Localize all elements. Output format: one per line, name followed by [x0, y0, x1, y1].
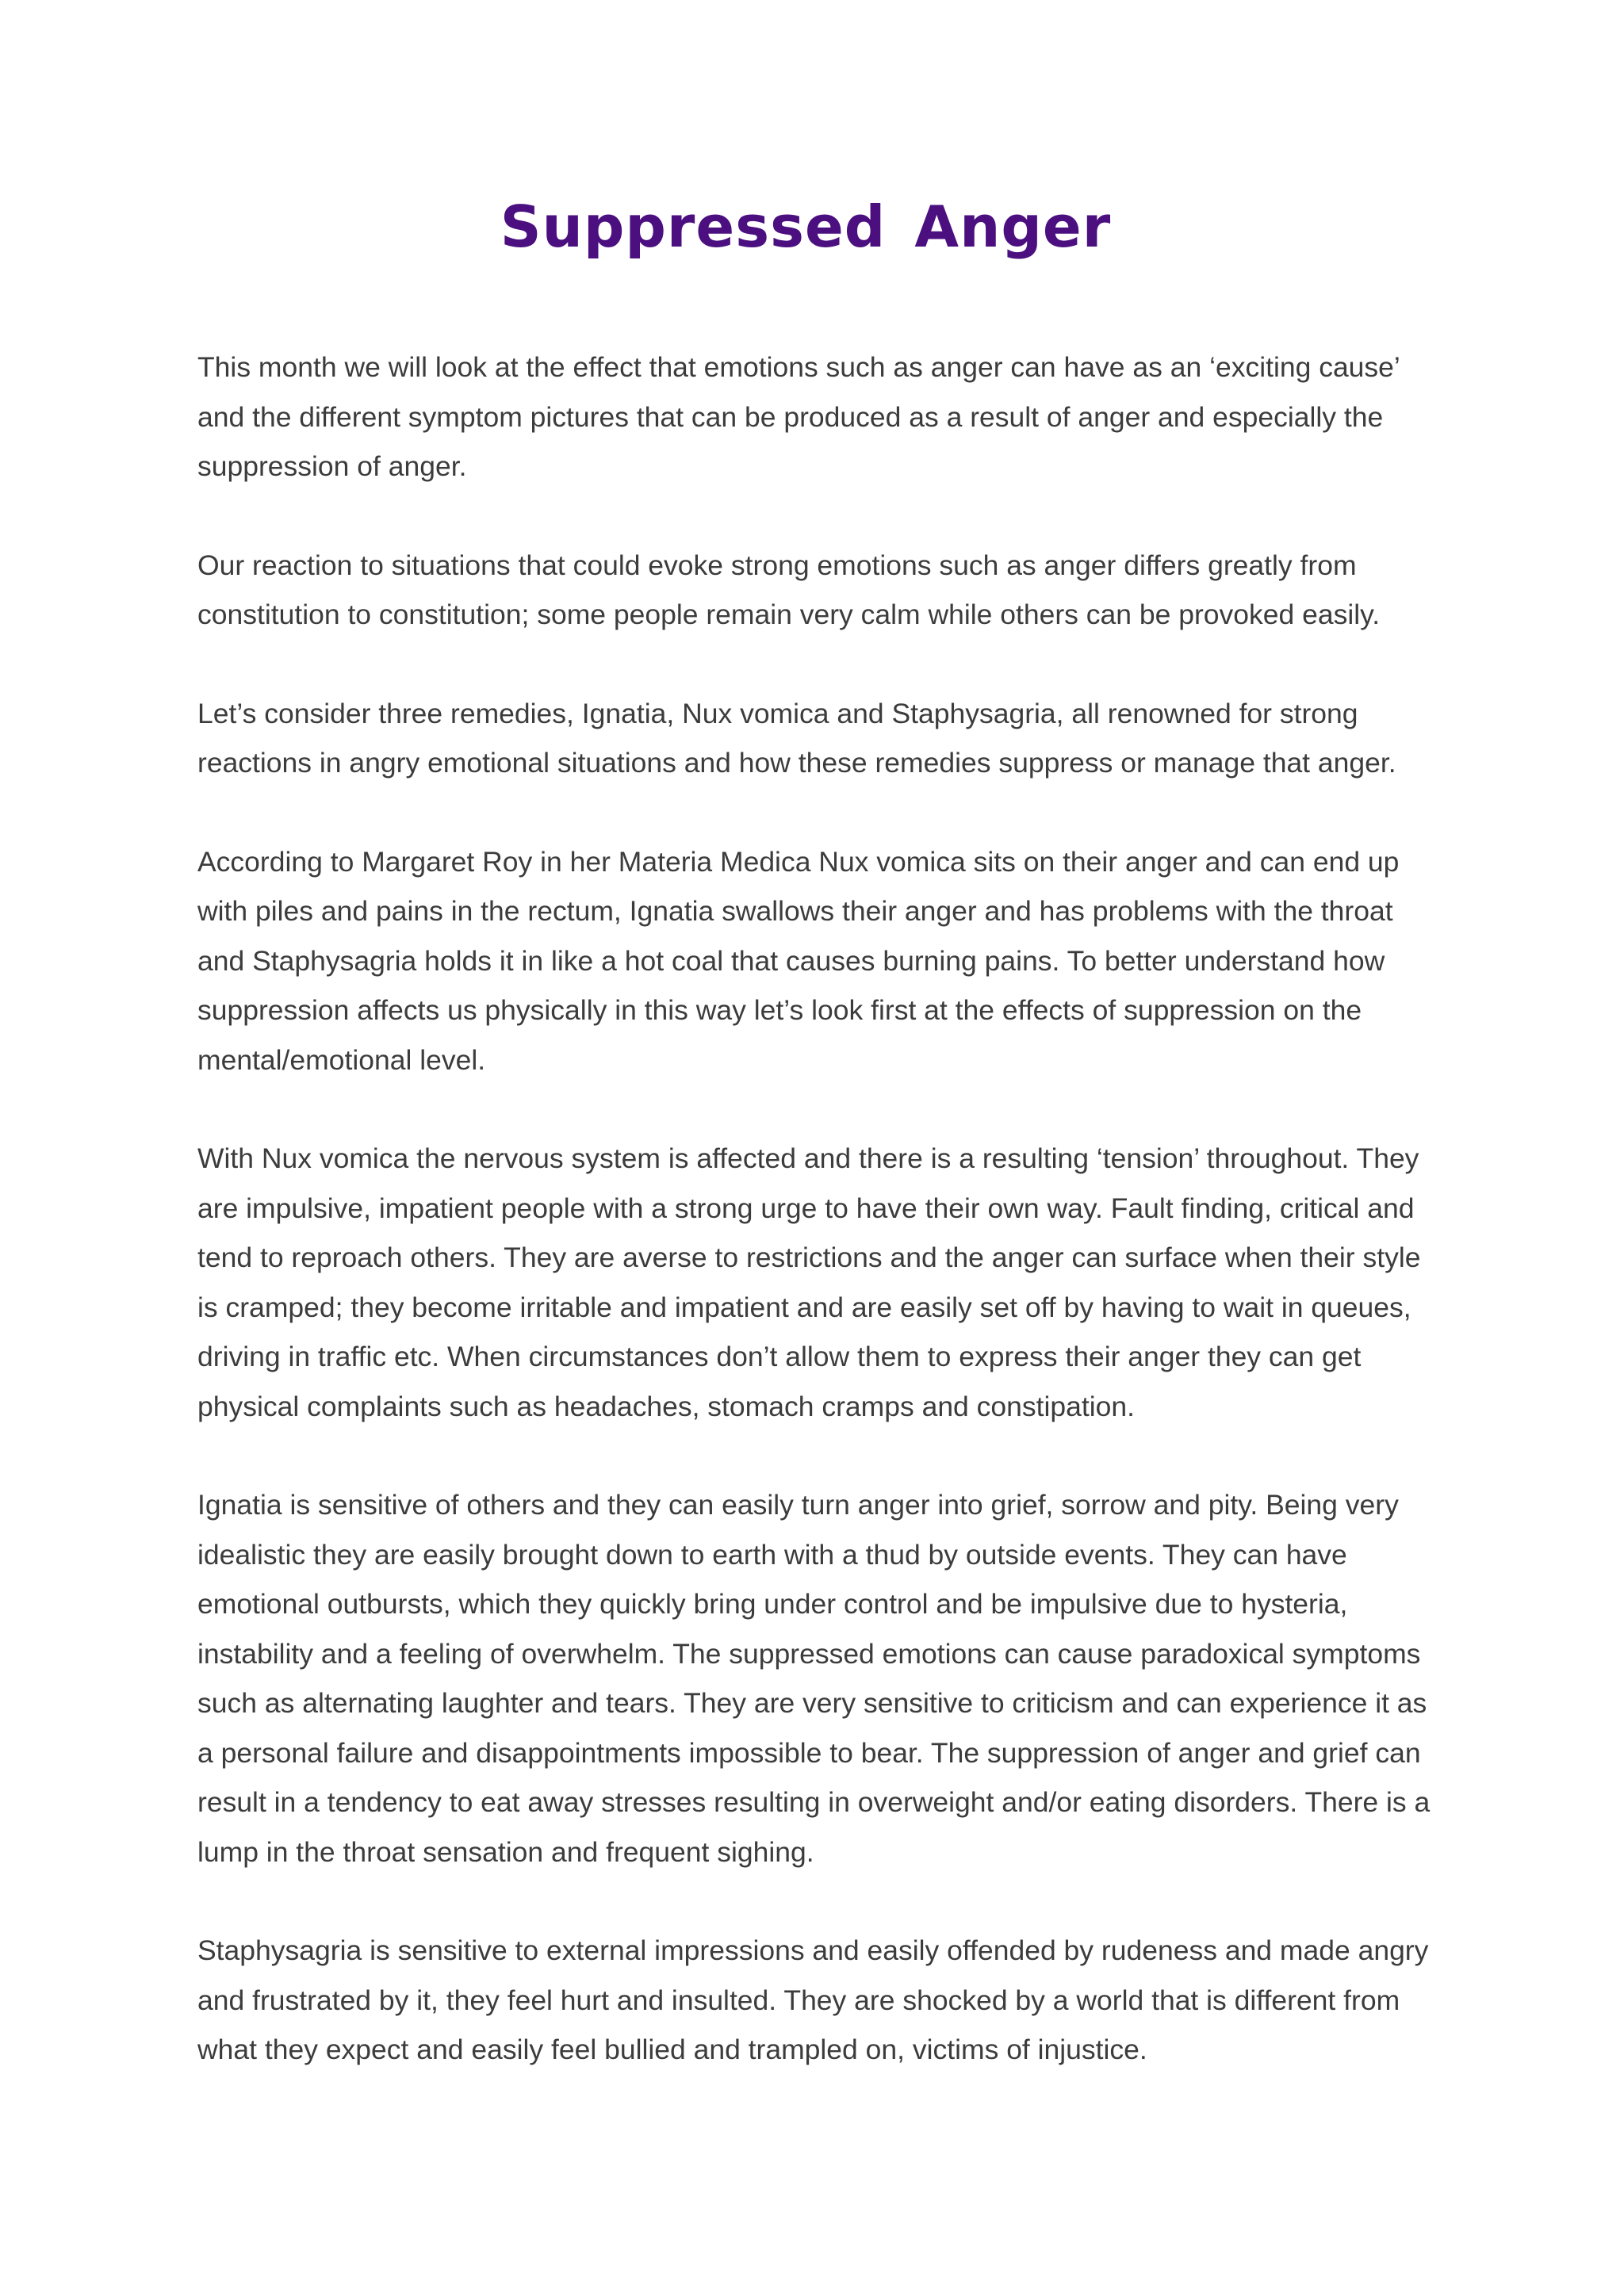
document-title: Suppressed Anger [500, 193, 1112, 260]
paragraph-intro: This month we will look at the effect that emotions such as anger can have as an ‘exciting cause’ and the different symptom pictures that can be produced as a result of anger and especially the suppression of anger. [197, 351, 1400, 482]
paragraph-margaret-roy: According to Margaret Roy in her Materia Medica Nux vomica sits on their anger and can end up with piles and pains in the rectum, Ignatia swallows their anger and has problems with the throat and Staphysagria holds it in like a hot coal that causes burning pains. To better understand how suppression affects us physically in this way let’s look first at the effects of suppression on the mental/emotional level. [197, 845, 1400, 1076]
paragraph-ignatia: Ignatia is sensitive of others and they can easily turn anger into grief, sorrow and pity. Being very idealistic they are easily brought down to earth with a thud by outside events. They can have emotional outbursts, which they quickly bring under control and be impulsive due to hysteria, instability and a feeling of overwhelm. The suppressed emotions can cause paradoxical symptoms such as alternating laughter and tears. They are very sensitive to criticism and can experience it as a personal failure and disappointments impossible to bear. The suppression of anger and grief can result in a tendency to eat away stresses resulting in overweight and/or eating disorders. There is a lump in the throat sensation and frequent sighing. [197, 1489, 1431, 1868]
document-body [197, 342, 1434, 2124]
paragraph-nux-vomica: With Nux vomica the nervous system is affected and there is a resulting ‘tension’ throughout. They are impulsive, impatient people with a strong urge to have their own way. Fault finding, critical and tend to reproach others. They are averse to restrictions and the anger can surface when their style is cramped; they become irritable and impatient and are easily set off by having to wait in queues, driving in traffic etc. When circumstances don’t allow them to express their anger they can get physical complaints such as headaches, stomach cramps and constipation. [197, 1142, 1421, 1422]
paragraph-staphysagria: Staphysagria is sensitive to external impressions and easily offended by rudeness and made angry and frustrated by it, they feel hurt and insulted. They are shocked by a world that is different from what they expect and easily feel bullied and trampled on, victims of injustice. [197, 1934, 1429, 2065]
paragraph-reaction: Our reaction to situations that could evoke strong emotions such as anger differs greatly from constitution to constitution; some people remain very calm while others can be provoked easily. [197, 549, 1381, 630]
paragraph-three-remedies: Let’s consider three remedies, Ignatia, Nux vomica and Staphysagria, all renowned for strong reactions in angry emotional situations and how these remedies suppress or manage that anger. [197, 697, 1396, 779]
